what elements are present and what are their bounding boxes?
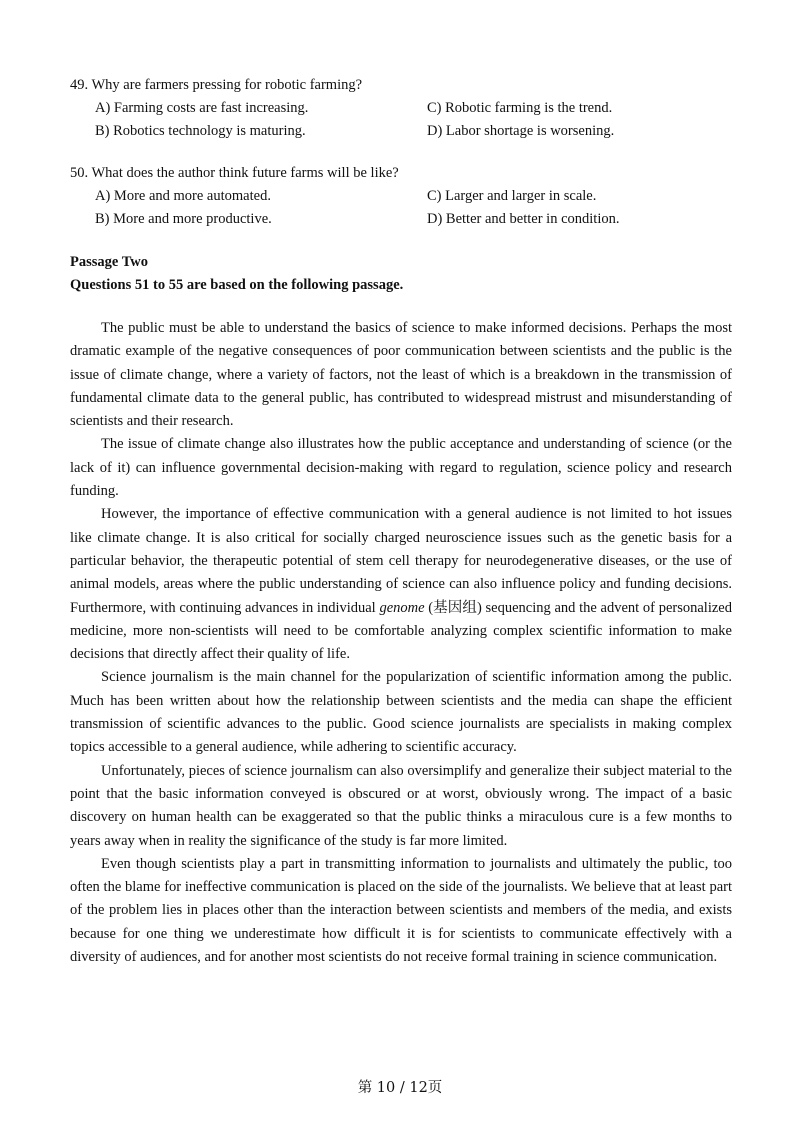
paragraph-3 [70,503,732,666]
question-50 [70,162,732,231]
paragraph-5: Unfortunately, pieces of science journalism can also oversimplify and generalize their subject material to the point that the basic information conveyed is obscured or at worst, obviously wrong. The impact of a basic discovery on human health can be exaggerated so that the public thinks a miraculous cure is a few months to years away when in reality the significance of the study is far more limited. [70,762,732,849]
option-d: D) Labor shortage is worsening. [427,123,615,139]
option-c: C) Larger and larger in scale. [427,188,597,204]
paragraph-3-text-before: However, the importance of effective communication with a general audience is not limited to hot issues like climate change. It is also critical for socially charged neuroscience issues such as the genetic basis for a particular behavior, the therapeutic potential of stem cell therapy for neurodegenerative diseases, or the use of animal models, areas where the public understanding of science can also influence policy and funding decisions. Furthermore, with continuing advances in individual [70,506,732,616]
question-stem: 49. Why are farmers pressing for robotic farming? [70,77,363,93]
passage-body [70,317,732,969]
paragraph-2: The issue of climate change also illustrates how the public acceptance and understanding of science (or the lack of it) can influence governmental decision-making with regard to regulation, science policy and research funding. [70,436,732,500]
option-d: D) Better and better in condition. [427,211,620,227]
option-b: B) More and more productive. [95,211,272,227]
answer-options [95,185,732,231]
glossary-translation: (基因组) [424,599,486,616]
passage-title: Passage Two [70,254,149,270]
option-c: C) Robotic farming is the trend. [427,100,613,116]
paragraph-6: Even though scientists play a part in transmitting information to journalists and ultimately the public, too often the blame for ineffective communication is placed on the side of the journalists. We believe that at least part of the problem lies in places other than the interaction between scientists and members of the media, and exists because for one thing we underestimate how difficult it is for scientists to communicate effectively with a diversity of audiences, and for another most scientists do not receive formal training in science communication. [70,855,732,966]
option-a: A) Farming costs are fast increasing. [95,100,309,116]
answer-options [95,97,732,143]
option-b: B) Robotics technology is maturing. [95,123,306,139]
paragraph-1: The public must be able to understand the basics of science to make informed decisions. Perhaps the most dramatic example of the negative consequences of poor communication between scientists and the public is the issue of climate change, where a variety of factors, not the least of which is a breakdown in the transmission of fundamental climate data to the general public, has contributed to widespread mistrust and misunderstanding of scientists and their research. [70,320,732,430]
glossary-term: genome [379,599,425,616]
page-number: 第 10 / 12页 [357,1080,443,1096]
passage-instruction: Questions 51 to 55 are based on the following passage. [70,277,404,293]
passage-header [70,251,732,297]
paragraph-3-text-after: sequencing and the advent of personalized medicine, more non-scientists will need to be comfortable analyzing complex scientific information to make decisions that directly affect their quality of life. [70,599,732,663]
question-stem: 50. What does the author think future farms will be like? [70,165,399,181]
option-a: A) More and more automated. [95,188,271,204]
document-page [70,74,732,969]
paragraph-4: Science journalism is the main channel for the popularization of scientific information among the public. Much has been written about how the relationship between scientists and the media can shape the efficient transmission of scientific advances to the public. Good science journalists are specialists in making complex topics accessible to a general audience, while adhering to scientific accuracy. [70,669,732,756]
question-49 [70,74,732,143]
